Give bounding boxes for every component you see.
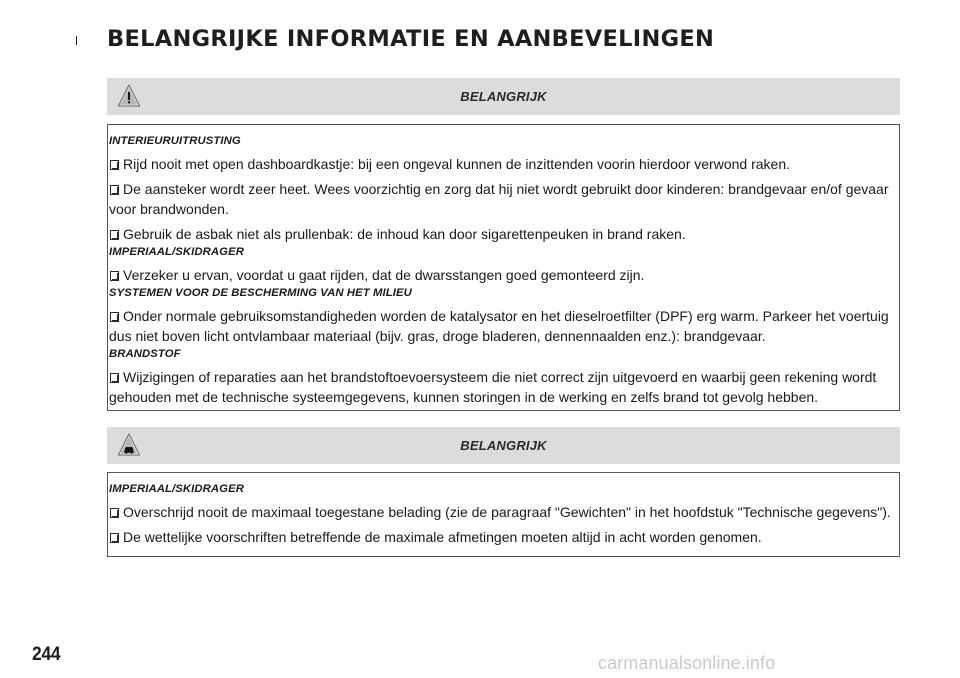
checkbox-bullet-icon [110, 185, 119, 195]
section-heading: INTERIEURUITRUSTING [109, 135, 241, 147]
checkbox-bullet-icon [110, 373, 119, 383]
checkbox-bullet-icon [110, 230, 119, 240]
section-heading: IMPERIAAL/SKIDRAGER [109, 483, 244, 495]
list-item: De wettelijke voorschriften betreffende de maximale afmetingen moeten altijd in acht worden genomen. [109, 527, 899, 547]
checkbox-bullet-icon [110, 160, 119, 170]
warning-box-title: BELANGRIJK [460, 89, 547, 104]
list-item: Rijd nooit met open dashboardkastje: bij een ongeval kunnen de inzittenden voorin hierdoor verwond raken. [109, 154, 899, 174]
list-item: Overschrijd nooit de maximaal toegestane belading (zie de paragraaf "Gewichten" in het hoofdstuk "Technische gegevens"). [109, 502, 899, 522]
warning-box-header [107, 78, 900, 115]
section-heading: IMPERIAAL/SKIDRAGER [109, 246, 244, 258]
list-item: De aansteker wordt zeer heet. Wees voorzichtig en zorg dat hij niet wordt gebruikt door kinderen: brandgevaar en/of gevaar voor brandwonden. [109, 181, 889, 217]
watermark: carmanualsonline.info [598, 653, 776, 673]
page-title: BELANGRIJKE INFORMATIE EN AANBEVELINGEN [107, 26, 715, 52]
notice-box-body [107, 472, 900, 557]
notice-box-title: BELANGRIJK [460, 438, 547, 453]
checkbox-bullet-icon [110, 271, 119, 281]
margin-tick [76, 36, 77, 45]
checkbox-bullet-icon [110, 508, 119, 518]
checkbox-bullet-icon [110, 312, 119, 322]
notice-box-header [107, 427, 900, 464]
warning-triangle-icon [117, 83, 141, 109]
section-heading: SYSTEMEN VOOR DE BESCHERMING VAN HET MILIEU [109, 287, 412, 299]
checkbox-bullet-icon [110, 533, 119, 543]
list-item: Verzeker u ervan, voordat u gaat rijden, dat de dwarsstangen goed gemonteerd zijn. [109, 265, 899, 285]
page-number: 244 [32, 644, 61, 665]
list-item: Onder normale gebruiksomstandigheden worden de katalysator en het dieselroetfilter (DPF) erg warm. Parkeer het voertuig dus niet boven licht ontvlambaar materiaal (bijv. gras, droge bladeren, dennennaalden enz.): brandgevaar. [109, 308, 889, 344]
list-item: Gebruik de asbak niet als prullenbak: de inhoud kan door sigarettenpeuken in brand raken. [109, 224, 899, 244]
car-warning-triangle-icon [117, 432, 141, 458]
list-item: Wijzigingen of reparaties aan het brandstoftoevoersysteem die niet correct zijn uitgevoerd en waarbij geen rekening wordt gehouden met de technische systeemgegevens, kunnen storingen in de werking en zelfs brand tot gevolg hebben. [109, 369, 877, 405]
section-heading: BRANDSTOF [109, 348, 181, 360]
warning-box-body [107, 124, 900, 411]
